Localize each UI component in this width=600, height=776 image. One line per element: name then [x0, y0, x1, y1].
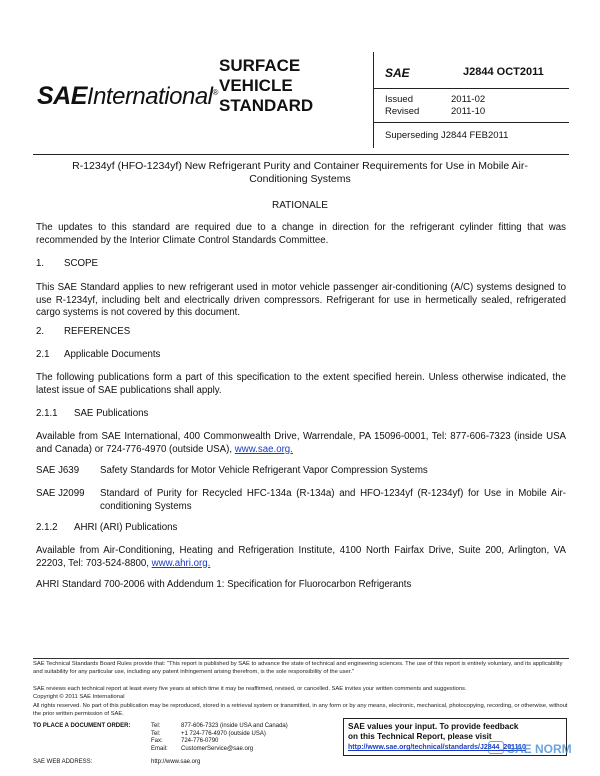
issued-value: 2011-02 — [451, 94, 486, 105]
sae-publications-text: Available from SAE International, 400 Commonwealth Drive, Warrendale, PA 15096-0001, Tel: 877-606-7323 (inside USA and Canada) or 724-776-4970 (outside USA), www.sae.org. — [36, 431, 566, 455]
logo-international: International — [86, 83, 213, 110]
ahri-publications-heading: 2.1.2 AHRI (ARI) Publications — [36, 522, 178, 533]
doc-number: J2844 OCT2011 — [463, 66, 544, 78]
order-tel-intl: +1 724-776-4970 (outside USA) — [181, 730, 266, 737]
document-header — [33, 52, 569, 148]
order-info: TO PLACE A DOCUMENT ORDER: Tel: 877-606-7323 (inside USA and Canada) Tel: +1 724-776-4970 (outside USA) Fax: 724-776-0790 Email: CustomerService@sae.org — [33, 723, 288, 752]
rationale-text: The updates to this standard are required due to a change in direction for the refrigerant cylinder fitting that was recommended by the Interior Climate Control Standards Committee. — [36, 222, 566, 246]
superseding-note: Superseding J2844 FEB2011 — [385, 130, 509, 141]
web-address — [33, 759, 200, 765]
standard-type-line-2: VEHICLE — [219, 76, 293, 95]
order-label: TO PLACE A DOCUMENT ORDER: — [33, 723, 131, 729]
reference-desc: Safety Standards for Motor Vehicle Refrigerant Vapor Compression Systems — [100, 465, 428, 476]
applicable-documents-heading: 2.1 Applicable Documents — [36, 349, 161, 360]
feedback-line-1: SAE values your input. To provide feedback — [348, 722, 519, 731]
sae-website-link[interactable]: www.sae.org. — [234, 443, 293, 455]
issued-label: Issued — [385, 94, 413, 105]
footer-rights-notice: All rights reserved. No part of this publication may be reproduced, stored in a retrieval system or transmitted, in any form or by any means, electronic, mechanical, photocopying, recording, or otherwise, without the prior written permission of SAE. — [33, 703, 568, 717]
reference-code: SAE J639 — [36, 465, 80, 476]
document-title: R-1234yf (HFO-1234yf) New Refrigerant Purity and Container Requirements for Use in Mobile Air-Conditioning Systems — [72, 160, 528, 185]
web-address-value: http://www.sae.org — [151, 759, 201, 765]
header-divider-1 — [373, 88, 569, 89]
doc-id-block — [385, 66, 565, 80]
watermark-icon — [488, 741, 504, 754]
issue-dates — [385, 94, 485, 118]
feedback-line-2: on this Technical Report, please visit — [348, 732, 492, 741]
sae-international-logo — [37, 82, 218, 111]
sae-publications-heading: 2.1.1 SAE Publications — [36, 408, 149, 419]
revised-label: Revised — [385, 106, 420, 117]
order-email: CustomerService@sae.org — [181, 745, 254, 752]
footer-copyright: Copyright © 2011 SAE International — [33, 694, 125, 700]
web-address-label: SAE WEB ADDRESS: — [33, 759, 93, 765]
order-fax: 724-776-0790 — [181, 738, 219, 745]
applicable-documents-text: The following publications form a part of this specification to the extent specified herein. Unless otherwise indicated, the latest issue of SAE publications shall apply. — [36, 372, 566, 396]
revised-value: 2011-10 — [451, 106, 486, 117]
scope-text: This SAE Standard applies to new refrigerant used in motor vehicle passenger air-conditioning (A/C) systems designed to use R-1234yf, including belt and electrically driven compressors. Refrigerant for use in hermetically sealed, refrigerated cargo systems is not covered by this document. — [36, 282, 566, 318]
standard-type-line-3: STANDARD — [219, 96, 314, 115]
feedback-link[interactable]: http://www.sae.org/technical/standards/J2844_201110 — [348, 744, 526, 751]
order-tel: 877-606-7323 (inside USA and Canada) — [181, 723, 288, 729]
standard-type — [219, 56, 313, 116]
header-divider-2 — [373, 122, 569, 123]
footer-rules-notice: SAE Technical Standards Board Rules provide that: "This report is published by SAE to advance the state of technical and engineering sciences. The use of this report is entirely voluntary, and its applicability and suitability for any particular use, including any patent infringement arising therefrom, is the sole responsibility of the user." — [33, 661, 563, 675]
sae-mini-logo: SAE — [385, 66, 410, 80]
references-heading: 2. REFERENCES — [36, 326, 131, 337]
ahri-website-link[interactable]: www.ahri.org. — [151, 557, 211, 569]
reference-code: SAE J2099 — [36, 488, 85, 499]
standard-type-line-1: SURFACE — [219, 56, 301, 75]
watermark: SAE NORM — [488, 741, 572, 756]
scope-heading: 1. SCOPE — [36, 258, 98, 269]
rationale-heading: RATIONALE — [272, 200, 328, 211]
reference-desc: Standard of Purity for Recycled HFC-134a (R-134a) and HFO-1234yf (R-1234yf) for Use in Mobile Air-conditioning Systems — [100, 488, 566, 512]
logo-sae: SAE — [37, 82, 87, 110]
ahri-publications-text: Available from Air-Conditioning, Heating and Refrigeration Institute, 4100 North Fairfax Drive, Suite 200, Arlington, VA 22203, Tel: 703-524-8800, www.ahri.org. — [36, 545, 566, 569]
footer-rule — [33, 658, 569, 659]
footer-review-notice: SAE reviews each technical report at least every five years at which time it may be reaffirmed, revised, or cancelled. SAE invites your written comments and suggestions. — [33, 686, 467, 692]
ahri-standard-reference: AHRI Standard 700-2006 with Addendum 1: Specification for Fluorocarbon Refrigerants — [36, 579, 412, 590]
logo-registered-mark: ® — [212, 88, 218, 97]
header-divider-vertical — [373, 52, 374, 148]
